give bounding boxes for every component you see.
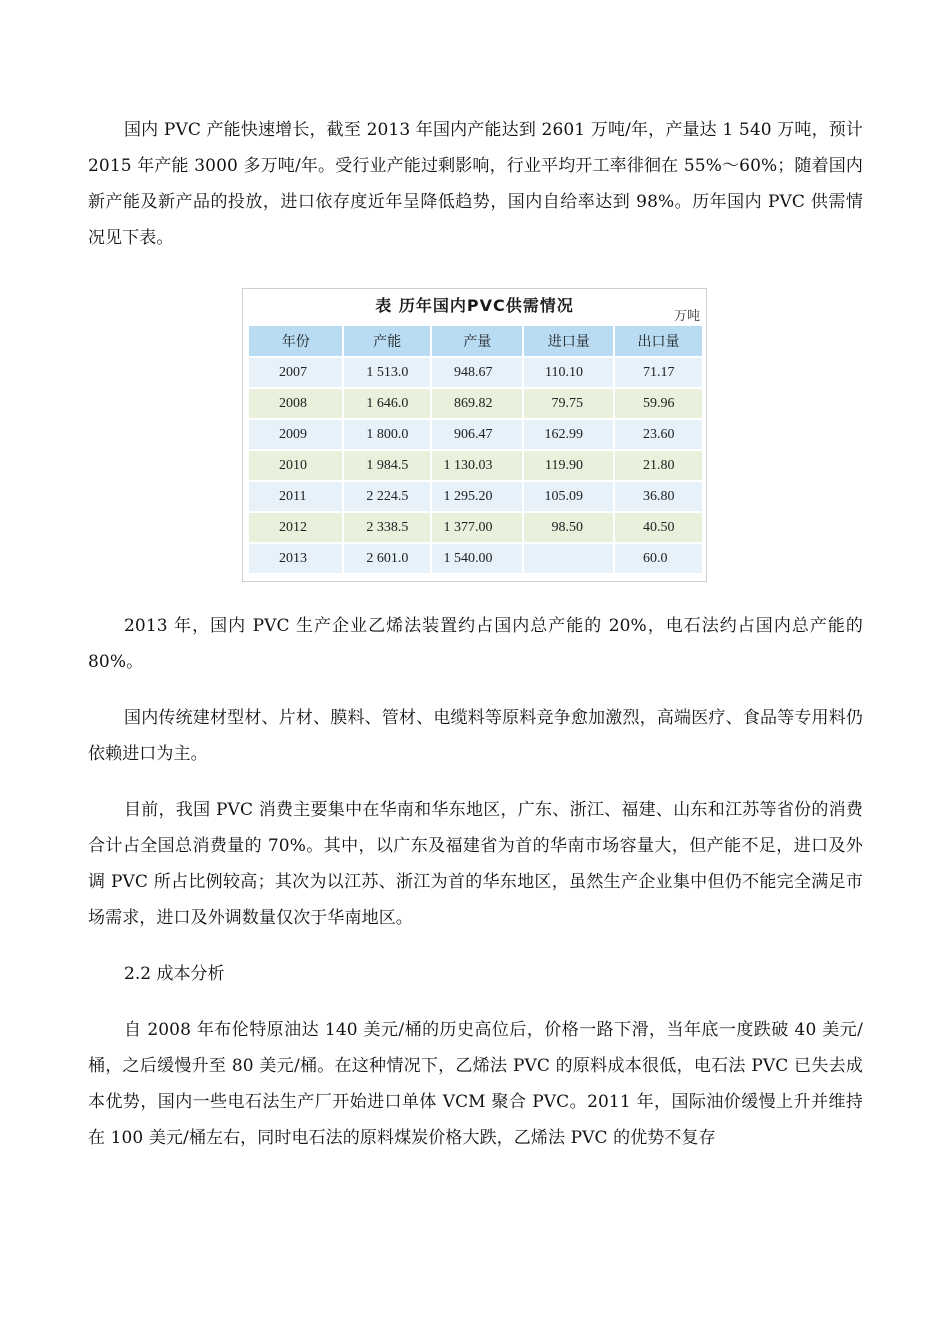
cell-import: 105.09: [523, 481, 614, 512]
paragraph-competition: 国内传统建材型材、片材、膜料、管材、电缆料等原料竞争愈加激烈，高端医疗、食品等专用料仍依赖进口为主。: [88, 708, 863, 764]
supply-demand-table: [249, 326, 704, 573]
table-row: [249, 450, 703, 481]
cell-capacity: 1 513.0: [343, 357, 431, 388]
cell-import: 98.50: [523, 512, 614, 543]
document-body-continued: [88, 608, 863, 1156]
cell-year: 2011: [249, 481, 343, 512]
cell-output: 1 377.00: [431, 512, 523, 543]
cell-output: 869.82: [431, 388, 523, 419]
cell-export: 60.0: [614, 543, 703, 573]
cell-capacity: 1 984.5: [343, 450, 431, 481]
table-row: [249, 357, 703, 388]
table-row: [249, 481, 703, 512]
section-heading: 2.2 成本分析: [124, 964, 225, 984]
cell-import: 110.10: [523, 357, 614, 388]
document-body: [88, 112, 863, 256]
table-row: [249, 419, 703, 450]
cell-capacity: 2 224.5: [343, 481, 431, 512]
cell-import: 162.99: [523, 419, 614, 450]
paragraph-pvc-capacity: 国内 PVC 产能快速增长，截至 2013 年国内产能达到 2601 万吨/年，产量达 1 540 万吨，预计 2015 年产能 3000 多万吨/年。受行业产能过剩影响，行业平均开工率徘徊在 55%～60%；随着国内新产能及新产品的投放，进口依存度近年呈降低趋势，国内自给率达到 98%。历年国内 PVC 供需情况见下表。: [88, 120, 863, 248]
col-header-import: 进口量: [523, 326, 614, 357]
cell-export: 23.60: [614, 419, 703, 450]
cell-export: 36.80: [614, 481, 703, 512]
cell-year: 2012: [249, 512, 343, 543]
cell-capacity: 1 800.0: [343, 419, 431, 450]
cell-capacity: 2 601.0: [343, 543, 431, 573]
table-unit: 万吨: [673, 309, 700, 324]
cell-year: 2013: [249, 543, 343, 573]
cell-export: 59.96: [614, 388, 703, 419]
col-header-output: 产量: [431, 326, 523, 357]
col-header-year: 年份: [249, 326, 343, 357]
cell-year: 2008: [249, 388, 343, 419]
cell-import: 119.90: [523, 450, 614, 481]
table-row: [249, 388, 703, 419]
supply-demand-table-figure: [242, 288, 707, 582]
table-header-row: [249, 326, 703, 357]
cell-year: 2009: [249, 419, 343, 450]
paragraph-consumption-regions: 目前，我国 PVC 消费主要集中在华南和华东地区，广东、浙江、福建、山东和江苏等省份的消费合计占全国总消费量的 70%。其中，以广东及福建省为首的华南市场容量大，但产能不足，进口及外调 PVC 所占比例较高；其次为以江苏、浙江为首的华东地区，虽然生产企业集中但仍不能完全满足市场需求，进口及外调数量仅次于华南地区。: [88, 800, 863, 928]
cell-export: 71.17: [614, 357, 703, 388]
cell-output: 948.67: [431, 357, 523, 388]
cell-output: 1 540.00: [431, 543, 523, 573]
table-row: [249, 512, 703, 543]
col-header-export: 出口量: [614, 326, 703, 357]
col-header-capacity: 产能: [343, 326, 431, 357]
cell-import: 79.75: [523, 388, 614, 419]
cell-year: 2010: [249, 450, 343, 481]
cell-output: 906.47: [431, 419, 523, 450]
table-title: 表 历年国内PVC供需情况: [375, 296, 574, 315]
paragraph-process-share: 2013 年，国内 PVC 生产企业乙烯法装置约占国内总产能的 20%，电石法约占国内总产能的 80%。: [88, 616, 863, 672]
cell-year: 2007: [249, 357, 343, 388]
cell-capacity: 1 646.0: [343, 388, 431, 419]
cell-export: 40.50: [614, 512, 703, 543]
table-row: [249, 543, 703, 573]
paragraph-cost-analysis: 自 2008 年布伦特原油达 140 美元/桶的历史高位后，价格一路下滑，当年底一度跌破 40 美元/桶，之后缓慢升至 80 美元/桶。在这种情况下，乙烯法 PVC 的原料成本很低，电石法 PVC 已失去成本优势，国内一些电石法生产厂开始进口单体 VCM 聚合 PVC。2011 年，国际油价缓慢上升并维持在 100 美元/桶左右，同时电石法的原料煤炭价格大跌，乙烯法 PVC 的优势不复存: [88, 1020, 863, 1148]
cell-output: 1 130.03: [431, 450, 523, 481]
cell-import: [523, 543, 614, 573]
cell-capacity: 2 338.5: [343, 512, 431, 543]
cell-export: 21.80: [614, 450, 703, 481]
cell-output: 1 295.20: [431, 481, 523, 512]
